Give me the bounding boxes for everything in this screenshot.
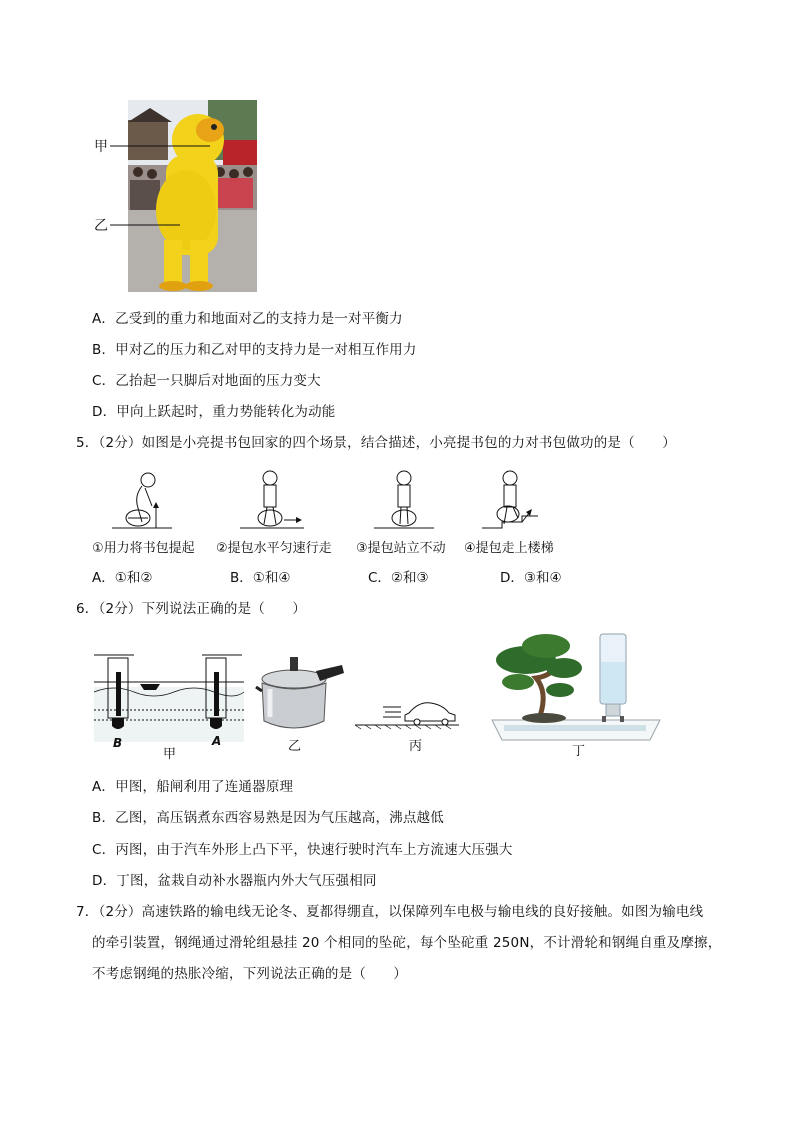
fig-label-ding: 丁 bbox=[572, 744, 586, 759]
pressure-cooker-figure bbox=[256, 655, 346, 735]
q6-option-a: A．甲图，船闸利用了连通器原理 bbox=[92, 779, 294, 795]
q6-stem: 6．（2分）下列说法正确的是（ ） bbox=[76, 601, 307, 617]
q5-choice-a: A．①和② bbox=[92, 570, 153, 586]
q5-choice-d: D．③和④ bbox=[500, 570, 562, 586]
scene-2 bbox=[240, 471, 304, 528]
q7-line-3: 不考虑钢绳的热胀冷缩，下列说法正确的是（ ） bbox=[92, 966, 408, 982]
q5-stem: 5．（2分）如图是小亮提书包回家的四个场景，结合描述，小亮提书包的力对书包做功的是（ ） bbox=[76, 435, 676, 451]
q4-option-b: B．甲对乙的压力和乙对甲的支持力是一对相互作用力 bbox=[92, 342, 417, 358]
ship-lock-label-a: A bbox=[212, 734, 222, 748]
fig-label-yi: 乙 bbox=[288, 739, 302, 754]
label-jia: 甲 bbox=[94, 139, 108, 155]
q5-choice-b: B．①和④ bbox=[230, 570, 291, 586]
scene-4 bbox=[482, 471, 538, 528]
q4-option-c: C．乙抬起一只脚后对地面的压力变大 bbox=[92, 373, 321, 389]
q7-line-2: 的牵引装置，钢绳通过滑轮组悬挂 20 个相同的坠砣，每个坠砣重 250N，不计滑轮和钢绳自重及摩擦， bbox=[92, 935, 722, 951]
q5-caption-4: ④提包走上楼梯 bbox=[464, 541, 554, 556]
pointer-lines bbox=[110, 100, 190, 300]
q5-caption-2: ②提包水平匀速行走 bbox=[216, 541, 332, 556]
scene-3 bbox=[374, 471, 434, 528]
q6-option-c: C．丙图，由于汽车外形上凸下平，快速行驶时汽车上方流速大压强大 bbox=[92, 842, 513, 858]
q6-option-d: D．丁图，盆栽自动补水器瓶内外大气压强相同 bbox=[92, 873, 377, 889]
bonsai-water-figure bbox=[490, 632, 662, 744]
fig-label-jia: 甲 bbox=[163, 747, 177, 762]
q6-option-b: B．乙图，高压锅煮东西容易熟是因为气压越高，沸点越低 bbox=[92, 810, 444, 826]
q4-option-d: D．甲向上跃起时，重力势能转化为动能 bbox=[92, 404, 336, 420]
fig-label-bing: 丙 bbox=[409, 739, 423, 754]
q4-option-a: A．乙受到的重力和地面对乙的支持力是一对平衡力 bbox=[92, 311, 403, 327]
label-yi: 乙 bbox=[94, 218, 108, 234]
q5-caption-1: ①用力将书包提起 bbox=[92, 541, 195, 556]
ship-lock-label-b: B bbox=[113, 736, 123, 750]
car-figure bbox=[355, 697, 459, 737]
scene-1 bbox=[112, 473, 172, 528]
q5-choice-c: C．②和③ bbox=[368, 570, 429, 586]
q5-scenes-figure bbox=[112, 468, 582, 540]
q7-line-1: 7．（2分）高速铁路的输电线无论冬、夏都得绷直，以保障列车电极与输电线的良好接触。如图为输电线 bbox=[76, 904, 704, 920]
q5-caption-3: ③提包站立不动 bbox=[356, 541, 446, 556]
ship-lock-figure bbox=[94, 652, 244, 742]
